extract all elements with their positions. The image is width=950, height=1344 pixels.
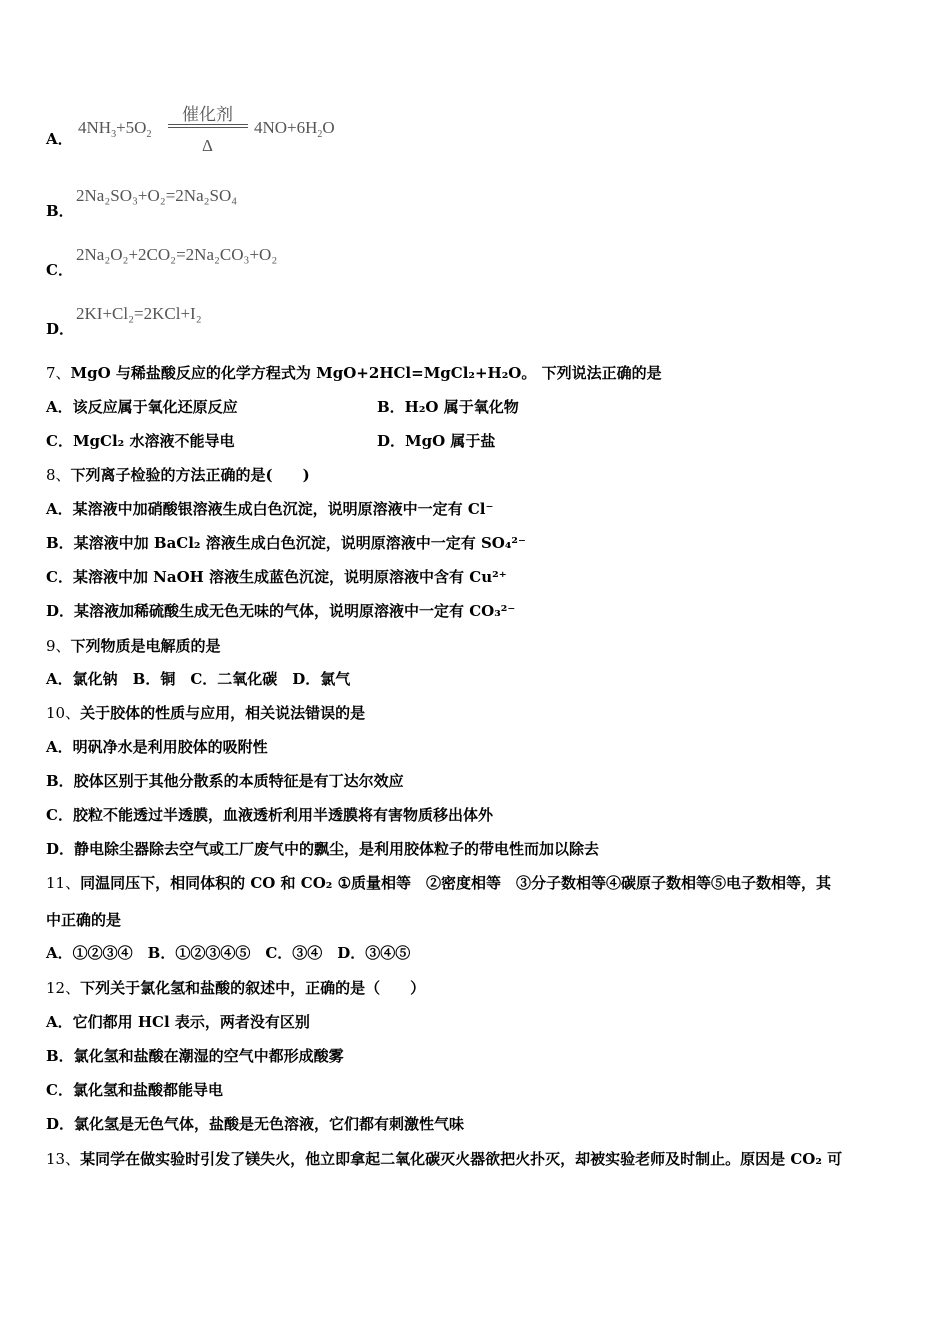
q8-option-d: D．某溶液加稀硫酸生成无色无味的气体，说明原溶液中一定有 CO₃²⁻ — [46, 602, 516, 620]
q7-option-d: D．MgO 属于盐 — [377, 432, 496, 450]
q11-stem-line1: 11、同温同压下，相同体积的 CO 和 CO₂ ①质量相等 ②密度相等 ③分子数相等④碳原子数相等⑤电子数相等，其 — [46, 874, 832, 892]
q6-option-b-label: B． — [46, 202, 74, 220]
q10-option-d: D．静电除尘器除去空气或工厂废气中的飘尘，是利用胶体粒子的带电性而加以除去 — [46, 840, 600, 858]
q6-option-a-rhs: $4NO+6H_2O$ — [254, 118, 335, 140]
q6-option-a-heat: Δ — [202, 136, 213, 155]
q10-option-a: A．明矾净水是利用胶体的吸附性 — [46, 738, 268, 756]
q12-option-c: C．氯化氢和盐酸都能导电 — [46, 1081, 223, 1099]
q9-stem: 9、下列物质是电解质的是 — [46, 637, 221, 655]
q6-option-a-catalyst: 催化剂 — [182, 105, 233, 124]
q6-option-b-equation: 2Na₂SO₃+O₂=2Na₂SO₄ — [76, 186, 238, 205]
q11-options: A．①②③④ B．①②③④⑤ C．③④ D．③④⑤ — [46, 944, 411, 962]
q10-stem: 10、关于胶体的性质与应用，相关说法错误的是 — [46, 704, 366, 722]
q6-option-a-lhs: $4NH_3+5O_2$ — [78, 118, 152, 140]
q13-stem: 13、某同学在做实验时引发了镁失火，他立即拿起二氧化碳灭火器欲把火扑灭，却被实验老师及时制止。原因是 CO₂ 可 — [46, 1150, 843, 1168]
q6-option-a-label: A． — [46, 130, 73, 148]
q7-option-b: B．H₂O 属于氧化物 — [377, 398, 519, 416]
q10-option-b: B．胶体区别于其他分散系的本质特征是有丁达尔效应 — [46, 772, 404, 790]
q12-option-a: A．它们都用 HCl 表示，两者没有区别 — [46, 1013, 310, 1031]
q8-option-a: A．某溶液中加硝酸银溶液生成白色沉淀，说明原溶液中一定有 Cl⁻ — [46, 500, 494, 518]
q7-option-a: A．该反应属于氧化还原反应 — [46, 398, 238, 416]
q11-stem-line2: 中正确的是 — [46, 911, 122, 929]
q12-option-d: D．氯化氢是无色气体，盐酸是无色溶液，它们都有刺激性气味 — [46, 1115, 465, 1133]
q12-option-b: B．氯化氢和盐酸在潮湿的空气中都形成酸雾 — [46, 1047, 344, 1065]
q6-option-a-equals-sign — [168, 124, 248, 128]
q7-stem: 7、MgO 与稀盐酸反应的化学方程式为 MgO+2HCl=MgCl₂+H₂O。 下列说法正确的是 — [46, 364, 662, 382]
q6-option-c-label: C． — [46, 261, 73, 279]
q6-option-d-label: D． — [46, 320, 75, 338]
q8-option-c: C．某溶液中加 NaOH 溶液生成蓝色沉淀，说明原溶液中含有 Cu²⁺ — [46, 568, 507, 586]
q6-option-d-equation: 2KI+Cl₂=2KCl+I₂ — [76, 304, 202, 323]
q7-option-c: C．MgCl₂ 水溶液不能导电 — [46, 432, 235, 450]
q6-option-c-equation: 2Na₂O₂+2CO₂=2Na₂CO₃+O₂ — [76, 245, 278, 264]
q8-stem: 8、下列离子检验的方法正确的是( ) — [46, 466, 310, 484]
q12-stem: 12、下列关于氯化氢和盐酸的叙述中，正确的是（ ） — [46, 979, 426, 997]
q8-option-b: B．某溶液中加 BaCl₂ 溶液生成白色沉淀，说明原溶液中一定有 SO₄²⁻ — [46, 534, 526, 552]
q10-option-c: C．胶粒不能透过半透膜，血液透析利用半透膜将有害物质移出体外 — [46, 806, 493, 824]
q9-options: A．氯化钠 B．铜 C．二氧化碳 D．氯气 — [46, 670, 351, 688]
